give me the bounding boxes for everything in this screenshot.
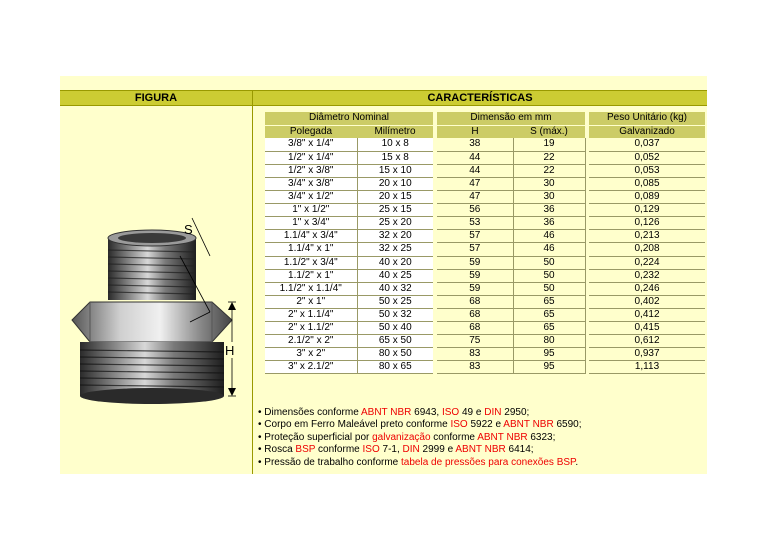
- table-row: [265, 243, 705, 256]
- table-row: [265, 335, 705, 348]
- peso-cell: 0,224: [589, 256, 705, 269]
- h-header: H: [437, 125, 513, 138]
- polegada-cell: 2" x 1": [265, 295, 357, 308]
- polegada-header: Polegada: [265, 125, 357, 138]
- note-text: • Dimensões conforme: [258, 407, 361, 418]
- peso-cell: 0,232: [589, 269, 705, 282]
- note-text: 6943,: [411, 407, 442, 418]
- h-cell: 68: [437, 308, 513, 321]
- note-text: conforme: [315, 444, 363, 456]
- polegada-cell: 3" x 2": [265, 348, 357, 361]
- s-cell: 36: [513, 204, 585, 217]
- polegada-cell: 2" x 1.1/4": [265, 308, 357, 321]
- peso-cell: 1,113: [589, 361, 705, 374]
- polegada-cell: 1.1/4" x 1": [265, 243, 357, 256]
- table-row: [265, 256, 705, 269]
- peso-cell: 0,085: [589, 177, 705, 190]
- s-cell: 30: [513, 177, 585, 190]
- milimetro-cell: 50 x 32: [357, 308, 433, 321]
- s-cell: 65: [513, 322, 585, 335]
- milimetro-cell: 10 x 8: [357, 138, 433, 151]
- table-row: [265, 177, 705, 190]
- pipe-reducing-nipple-icon: [60, 106, 252, 474]
- s-header: S (máx.): [513, 125, 585, 138]
- note-line: [258, 444, 704, 456]
- note-link-text[interactable]: DIN: [402, 444, 420, 456]
- s-cell: 80: [513, 335, 585, 348]
- top-strip: [60, 76, 707, 90]
- note-link-text[interactable]: ABNT NBR: [361, 407, 412, 418]
- table-row: [265, 282, 705, 295]
- peso-cell: 0,402: [589, 295, 705, 308]
- note-text: • Rosca: [258, 444, 296, 456]
- note-text: 6590;: [553, 419, 582, 431]
- milimetro-cell: 50 x 25: [357, 295, 433, 308]
- note-link-text[interactable]: ABNT NBR: [503, 419, 554, 431]
- h-cell: 68: [437, 295, 513, 308]
- polegada-cell: 1.1/2" x 3/4": [265, 256, 357, 269]
- milimetro-cell: 32 x 25: [357, 243, 433, 256]
- note-text: • Proteção superficial por: [258, 431, 373, 443]
- s-cell: 50: [513, 282, 585, 295]
- note-text: • Corpo em Ferro Maleável preto conforme: [258, 419, 451, 431]
- h-cell: 44: [437, 151, 513, 164]
- h-cell: 83: [437, 348, 513, 361]
- table-row: [265, 322, 705, 335]
- peso-cell: 0,126: [589, 217, 705, 230]
- milimetro-cell: 20 x 10: [357, 177, 433, 190]
- note-line: [258, 432, 704, 444]
- h-cell: 47: [437, 191, 513, 204]
- galvanizado-header: Galvanizado: [589, 125, 705, 138]
- note-text: 7-1,: [379, 444, 403, 456]
- peso-cell: 0,246: [589, 282, 705, 295]
- diametro-header: Diâmetro Nominal: [265, 112, 433, 125]
- s-dimension-label: S: [184, 222, 193, 237]
- note-text: 6323;: [527, 431, 556, 443]
- peso-header: Peso Unitário (kg): [589, 112, 705, 125]
- polegada-cell: 1.1/2" x 1.1/4": [265, 282, 357, 295]
- note-link-text[interactable]: ISO: [441, 407, 460, 418]
- note-link-text[interactable]: ABNT NBR: [455, 444, 506, 456]
- polegada-cell: 2" x 1.1/2": [265, 322, 357, 335]
- s-cell: 65: [513, 308, 585, 321]
- milimetro-cell: 80 x 50: [357, 348, 433, 361]
- note-link-text[interactable]: ISO: [362, 444, 380, 456]
- note-text: 6414;: [505, 444, 534, 456]
- table-row: [265, 348, 705, 361]
- s-cell: 50: [513, 269, 585, 282]
- s-cell: 19: [513, 138, 585, 151]
- table-row: [265, 191, 705, 204]
- peso-cell: 0,053: [589, 164, 705, 177]
- dimensao-header: Dimensão em mm: [437, 112, 585, 125]
- note-text: 2999 e: [419, 444, 456, 456]
- s-cell: 46: [513, 230, 585, 243]
- h-cell: 38: [437, 138, 513, 151]
- h-cell: 53: [437, 217, 513, 230]
- note-line: [258, 419, 704, 431]
- h-cell: 57: [437, 230, 513, 243]
- note-text: • Pressão de trabalho conforme: [258, 456, 402, 468]
- section-header-bar: [60, 90, 707, 106]
- h-cell: 59: [437, 269, 513, 282]
- milimetro-cell: 32 x 20: [357, 230, 433, 243]
- note-link-text[interactable]: ISO: [450, 419, 468, 431]
- peso-cell: 0,052: [589, 151, 705, 164]
- specifications-table: [265, 112, 705, 374]
- s-cell: 22: [513, 151, 585, 164]
- note-text: 2950;: [501, 407, 530, 418]
- milimetro-cell: 25 x 20: [357, 217, 433, 230]
- note-link-text[interactable]: tabela de pressões para conexões BSP: [401, 456, 576, 468]
- peso-cell: 0,213: [589, 230, 705, 243]
- polegada-cell: 3/4" x 1/2": [265, 191, 357, 204]
- peso-cell: 0,129: [589, 204, 705, 217]
- milimetro-cell: 40 x 20: [357, 256, 433, 269]
- s-cell: 30: [513, 191, 585, 204]
- table-row: [265, 138, 705, 151]
- note-link-text[interactable]: BSP: [295, 444, 316, 456]
- polegada-cell: 1/2" x 1/4": [265, 151, 357, 164]
- polegada-cell: 1" x 3/4": [265, 217, 357, 230]
- peso-cell: 0,089: [589, 191, 705, 204]
- peso-cell: 0,037: [589, 138, 705, 151]
- s-cell: 22: [513, 164, 585, 177]
- milimetro-cell: 25 x 15: [357, 204, 433, 217]
- polegada-cell: 1" x 1/2": [265, 204, 357, 217]
- polegada-cell: 2.1/2" x 2": [265, 335, 357, 348]
- milimetro-cell: 50 x 40: [357, 322, 433, 335]
- table-row: [265, 204, 705, 217]
- note-text: conforme: [430, 431, 478, 443]
- s-cell: 36: [513, 217, 585, 230]
- s-cell: 46: [513, 243, 585, 256]
- h-dimension-label: H: [225, 343, 235, 358]
- note-text: 49 e: [459, 407, 485, 418]
- product-sheet: [60, 76, 707, 474]
- h-cell: 75: [437, 335, 513, 348]
- h-cell: 57: [437, 243, 513, 256]
- h-cell: 59: [437, 256, 513, 269]
- table-row: [265, 151, 705, 164]
- table-row: [265, 361, 705, 374]
- table-row: [265, 269, 705, 282]
- note-link-text[interactable]: ABNT NBR: [477, 431, 528, 443]
- h-cell: 47: [437, 177, 513, 190]
- milimetro-cell: 80 x 65: [357, 361, 433, 374]
- table-row: [265, 217, 705, 230]
- h-cell: 59: [437, 282, 513, 295]
- milimetro-cell: 65 x 50: [357, 335, 433, 348]
- polegada-cell: 1/2" x 3/8": [265, 164, 357, 177]
- note-line: [258, 457, 704, 469]
- h-cell: 56: [437, 204, 513, 217]
- s-cell: 50: [513, 256, 585, 269]
- s-cell: 65: [513, 295, 585, 308]
- peso-cell: 0,415: [589, 322, 705, 335]
- polegada-cell: 3" x 2.1/2": [265, 361, 357, 374]
- table-row: [265, 164, 705, 177]
- caracteristicas-header: CARACTERÍSTICAS: [427, 92, 533, 104]
- note-link-text[interactable]: DIN: [484, 407, 502, 418]
- milimetro-cell: 15 x 8: [357, 151, 433, 164]
- s-cell: 95: [513, 361, 585, 374]
- polegada-cell: 3/8" x 1/4": [265, 138, 357, 151]
- milimetro-cell: 15 x 10: [357, 164, 433, 177]
- note-line: [258, 407, 704, 419]
- figura-header: FIGURA: [134, 92, 178, 104]
- milimetro-header: Milímetro: [357, 125, 433, 138]
- h-cell: 44: [437, 164, 513, 177]
- note-text: .: [575, 456, 579, 468]
- column-divider: [252, 90, 253, 474]
- milimetro-cell: 20 x 15: [357, 191, 433, 204]
- milimetro-cell: 40 x 32: [357, 282, 433, 295]
- note-link-text[interactable]: galvanização: [372, 431, 431, 443]
- polegada-cell: 1.1/2" x 1": [265, 269, 357, 282]
- figure-panel: [60, 106, 252, 474]
- h-cell: 68: [437, 322, 513, 335]
- peso-cell: 0,412: [589, 308, 705, 321]
- notes-list: [258, 407, 704, 469]
- table-row: [265, 295, 705, 308]
- s-cell: 95: [513, 348, 585, 361]
- table-row: [265, 308, 705, 321]
- peso-cell: 0,612: [589, 335, 705, 348]
- peso-cell: 0,208: [589, 243, 705, 256]
- polegada-cell: 1.1/4" x 3/4": [265, 230, 357, 243]
- table-row: [265, 230, 705, 243]
- note-text: 5922 e: [467, 419, 504, 431]
- polegada-cell: 3/4" x 3/8": [265, 177, 357, 190]
- peso-cell: 0,937: [589, 348, 705, 361]
- h-cell: 83: [437, 361, 513, 374]
- milimetro-cell: 40 x 25: [357, 269, 433, 282]
